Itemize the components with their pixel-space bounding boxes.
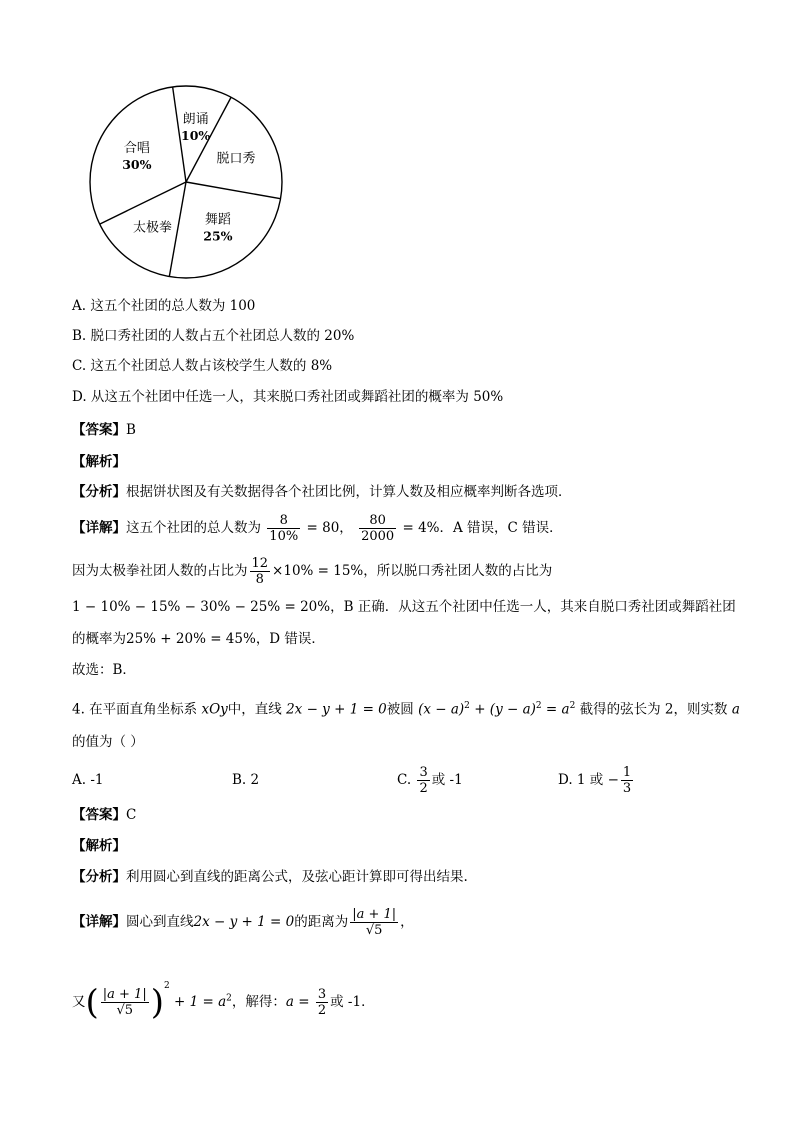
fraction-3-over-2 [417, 765, 429, 796]
sep: ， [339, 520, 353, 536]
frac-num: 1 [622, 765, 632, 780]
fraction-8-over-10pct [267, 513, 300, 544]
q3-jiexi [72, 452, 126, 472]
fenxi-tag: 【分析】 [72, 484, 126, 500]
answer-tag: 【答案】 [72, 807, 126, 823]
fenxi-text: 根据饼状图及有关数据得各个社团比例，计算人数及相应概率判断各选项． [126, 484, 572, 500]
fraction-distance [101, 987, 149, 1018]
eq-45pct: 25% + 20% = 45% [126, 631, 256, 647]
frac-num: 3 [419, 765, 428, 780]
circle-eq-c: = a [541, 701, 570, 718]
q3-option-d[interactable]: D. 从这五个社团中任选一人，其来脱口秀社团或舞蹈社团的概率为 50% [72, 389, 504, 405]
q4-xiangjie [72, 900, 414, 944]
frac-num: 8 [267, 513, 300, 529]
pie-chart [80, 84, 292, 280]
frac-den: √5 [116, 1003, 134, 1018]
line4-text-c: ，D 错误． [255, 631, 325, 647]
pie-slice-value-4: 30% [122, 156, 152, 172]
pie-slice-label-2: 舞蹈 [204, 212, 231, 228]
pie-slice-value-0: 10% [181, 128, 211, 144]
fraction-80-over-2000 [359, 513, 396, 544]
pie-slice-label-0: 朗诵 [182, 112, 209, 128]
frac-num: 3 [317, 987, 327, 1002]
pie-slice-value-2: 25% [203, 228, 233, 244]
eq-4pct: = 4% [402, 520, 440, 536]
xoy: xOy [201, 701, 228, 718]
q4-stem-line2: 的值为（ ） [72, 734, 144, 750]
fraction-3-over-2 [316, 987, 328, 1018]
fraction-1-over-3 [621, 765, 633, 796]
q3-option-c[interactable]: C. 这五个社团总人数占该校学生人数的 8% [72, 358, 333, 374]
line-equation: 2x − y + 1 = 0 [286, 701, 387, 718]
right-paren: ) [150, 982, 164, 1023]
xj2-text-a: 又 [72, 994, 86, 1010]
frac-den: 8 [255, 572, 264, 587]
line3-text: ，B 正确．从这五个社团中任选一人，其来自脱口秀社团或舞蹈社团 [330, 599, 736, 615]
answer-tag: 【答案】 [72, 422, 126, 438]
sup: 2 [535, 701, 542, 711]
comma: ， [400, 914, 414, 930]
jiexi-tag: 【解析】 [72, 454, 126, 470]
fenxi-text: 利用圆心到直线的距离公式，及弦心距计算即可得出结果. [126, 869, 468, 885]
fenxi-tag: 【分析】 [72, 869, 126, 885]
q4-answer [72, 805, 136, 825]
frac-num: |a + 1| [102, 987, 147, 1002]
q4-stem-b: 中，直线 [227, 701, 282, 718]
xj2-text-c: ，解得： [231, 994, 286, 1010]
sup: 2 [569, 701, 576, 711]
a-equals: a = [285, 994, 310, 1010]
optc-post: 或 -1 [431, 772, 463, 788]
frac-den: 2 [419, 781, 428, 796]
q4-fenxi [72, 867, 468, 887]
answer-value: C [126, 807, 137, 823]
circle-eq-a: (x − a) [418, 701, 465, 718]
q4-stem-a: 4. 在平面直角坐标系 [72, 701, 198, 718]
xiangjie-tag: 【详解】 [72, 914, 126, 930]
q4-option-a[interactable]: A. -1 [72, 772, 104, 788]
frac-den: √5 [365, 923, 383, 938]
pie-slice-label-3: 太极拳 [132, 220, 172, 236]
q4-jiexi [72, 836, 126, 856]
frac-den: 10% [269, 529, 299, 544]
sup: 2 [226, 993, 232, 1004]
xj-text-b: 的距离为 [294, 914, 349, 930]
q4-stem-c: 被圆 [386, 701, 414, 718]
a-var: a [731, 701, 740, 718]
q4-xiangjie-2 [72, 964, 375, 1024]
left-paren: ( [85, 982, 99, 1023]
line4-text-a: 的概率为 [72, 631, 126, 647]
q4-stem-d: 截得的弦长为 2，则实数 [579, 701, 728, 718]
frac-num: 12 [251, 556, 269, 571]
eq-80: = 80 [306, 520, 340, 536]
fraction-distance [350, 907, 398, 938]
xj2-text-e: 或 -1． [330, 994, 375, 1010]
frac-num: 80 [359, 513, 396, 529]
frac-den: 3 [622, 781, 632, 796]
eq-20pct: 1 − 10% − 15% − 30% − 25% = 20% [72, 599, 331, 615]
fraction-12-over-8 [250, 556, 271, 587]
answer-value: B [126, 422, 136, 438]
q4-stem-line1 [72, 696, 740, 720]
frac-den: 2 [317, 1003, 327, 1018]
xiangjie-text-1: 这五个社团的总人数为 [126, 520, 261, 536]
q3-option-b[interactable]: B. 脱口秀社团的人数占五个社团总人数的 20% [72, 328, 355, 344]
q3-option-a[interactable]: A. 这五个社团的总人数为 100 [72, 298, 256, 314]
optc-pre: C. [397, 772, 412, 788]
q4-option-b[interactable]: B. 2 [232, 772, 260, 788]
eq-part: + 1 = a [174, 994, 227, 1010]
xiangjie-tag: 【详解】 [72, 520, 126, 536]
jiexi-tag: 【解析】 [72, 838, 126, 854]
line-equation: 2x − y + 1 = 0 [193, 914, 295, 930]
q4-option-d[interactable] [558, 762, 635, 798]
q3-line4 [72, 629, 325, 649]
q3-answer [72, 420, 136, 440]
line2-text-a: 因为太极拳社团人数的占比为 [72, 563, 248, 579]
optd-pre: D. 1 或 − [558, 772, 619, 788]
eq-15pct: ×10% = 15% [272, 563, 364, 579]
line2-text-b: ，所以脱口秀社团人数的占比为 [363, 563, 553, 579]
sup: 2 [163, 981, 170, 991]
pie-slice-label-1: 脱口秀 [216, 151, 256, 167]
sup: 2 [464, 701, 470, 711]
q3-guxuan: 故选：B． [72, 662, 136, 678]
frac-num: |a + 1| [352, 907, 397, 922]
q3-fenxi [72, 482, 572, 502]
q4-option-c[interactable] [397, 762, 463, 798]
q3-xiangjie [72, 508, 563, 548]
q3-line3 [72, 597, 736, 617]
circle-eq-b: + (y − a) [469, 701, 536, 718]
pie-slice-label-4: 合唱 [123, 140, 150, 156]
frac-den: 2000 [361, 529, 395, 544]
q3-line2 [72, 552, 552, 590]
xiangjie-text-1b: ．A 错误，C 错误． [439, 520, 563, 536]
xj-text-a: 圆心到直线 [126, 914, 194, 930]
